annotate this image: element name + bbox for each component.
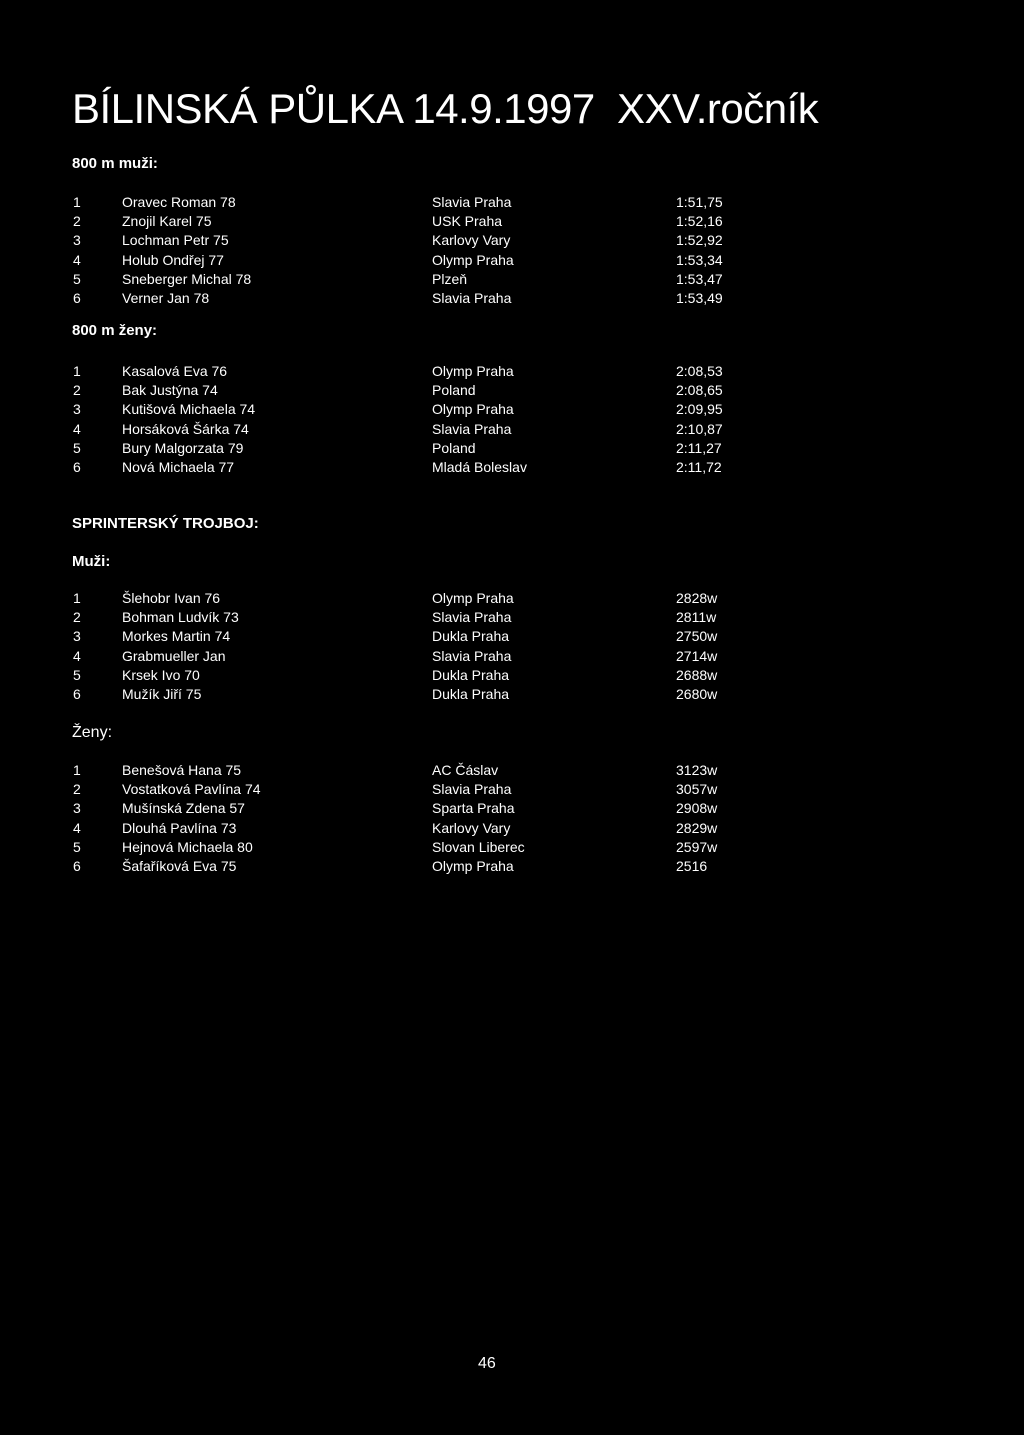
athlete-name-cell: Dlouhá Pavlína 73 bbox=[122, 819, 237, 836]
section-heading-800m-men: 800 m muži: bbox=[72, 155, 158, 172]
athlete-name-cell: Bak Justýna 74 bbox=[122, 382, 218, 399]
club-cell: AC Čáslav bbox=[432, 762, 499, 778]
athlete-name-cell: Bury Malgorzata 79 bbox=[122, 439, 244, 456]
athlete-name-cell: Mužík Jiří 75 bbox=[122, 685, 202, 702]
athlete-name-cell: Nová Michaela 77 bbox=[122, 458, 235, 475]
result-cell: 2:09,95 bbox=[676, 401, 723, 418]
table-row bbox=[0, 799, 1024, 818]
club-cell: Olymp Praha bbox=[432, 401, 514, 418]
club-cell: Olymp Praha bbox=[432, 251, 514, 268]
club-cell: Slavia Praha bbox=[432, 647, 512, 664]
athlete-name-cell: Krsek Ivo 70 bbox=[122, 666, 200, 683]
table-row bbox=[0, 400, 1024, 419]
result-cell: 2829w bbox=[676, 819, 718, 836]
section-heading-sprint-men: Muži: bbox=[72, 553, 111, 570]
result-cell: 2714w bbox=[676, 647, 718, 664]
section-heading-800m-women: 800 m ženy: bbox=[72, 322, 158, 339]
result-cell: 3057w bbox=[676, 781, 718, 798]
table-row bbox=[0, 608, 1024, 627]
rank-cell: 6 bbox=[73, 857, 81, 874]
athlete-name-cell: Kutišová Michaela 74 bbox=[122, 401, 256, 418]
rank-cell: 2 bbox=[73, 609, 81, 626]
athlete-name-cell: Znojil Karel 75 bbox=[122, 213, 212, 230]
result-cell: 2597w bbox=[676, 838, 718, 855]
athlete-name-cell: Hejnová Michaela 80 bbox=[122, 838, 253, 855]
page-title: BÍLINSKÁ PŮLKA 14.9.1997 XXV.ročník bbox=[72, 85, 819, 132]
rank-cell: 6 bbox=[73, 289, 81, 306]
section-heading-sprint-women: Ženy: bbox=[72, 724, 113, 741]
athlete-name-cell: Horsáková Šárka 74 bbox=[122, 420, 249, 437]
club-cell: Poland bbox=[432, 382, 476, 399]
rank-cell: 4 bbox=[73, 251, 81, 268]
section-heading-sprint-triathlon: SPRINTERSKÝ TROJBOJ: bbox=[72, 515, 259, 532]
table-row bbox=[0, 458, 1024, 477]
result-cell: 2680w bbox=[676, 685, 718, 702]
rank-cell: 1 bbox=[73, 590, 81, 606]
result-cell: 2:10,87 bbox=[676, 420, 723, 437]
table-row bbox=[0, 439, 1024, 458]
result-cell: 2688w bbox=[676, 666, 718, 683]
table-row bbox=[0, 666, 1024, 685]
club-cell: Olymp Praha bbox=[432, 590, 514, 606]
club-cell: Olymp Praha bbox=[432, 857, 514, 874]
rank-cell: 4 bbox=[73, 420, 81, 437]
table-row bbox=[0, 627, 1024, 646]
rank-cell: 2 bbox=[73, 213, 81, 230]
athlete-name-cell: Sneberger Michal 78 bbox=[122, 270, 252, 287]
result-cell: 2:08,53 bbox=[676, 363, 723, 379]
table-row bbox=[0, 381, 1024, 400]
rank-cell: 6 bbox=[73, 458, 81, 475]
table-row bbox=[0, 685, 1024, 704]
result-cell: 2811w bbox=[676, 609, 717, 626]
result-cell: 2:08,65 bbox=[676, 382, 723, 399]
athlete-name-cell: Grabmueller Jan bbox=[122, 647, 226, 664]
rank-cell: 4 bbox=[73, 647, 81, 664]
club-cell: Dukla Praha bbox=[432, 628, 510, 645]
club-cell: Slavia Praha bbox=[432, 420, 512, 437]
club-cell: Slavia Praha bbox=[432, 781, 512, 798]
club-cell: Karlovy Vary bbox=[432, 819, 511, 836]
club-cell: Dukla Praha bbox=[432, 685, 510, 702]
result-cell: 3123w bbox=[676, 762, 718, 778]
rank-cell: 5 bbox=[73, 838, 81, 855]
rank-cell: 2 bbox=[73, 382, 81, 399]
athlete-name-cell: Kasalová Eva 76 bbox=[122, 363, 228, 379]
table-row bbox=[0, 589, 1024, 608]
table-row bbox=[0, 780, 1024, 799]
table-row bbox=[0, 819, 1024, 838]
table-row bbox=[0, 362, 1024, 381]
athlete-name-cell: Lochman Petr 75 bbox=[122, 232, 229, 249]
rank-cell: 1 bbox=[73, 194, 81, 210]
result-cell: 2:11,72 bbox=[676, 458, 722, 475]
club-cell: Slovan Liberec bbox=[432, 838, 525, 855]
result-cell: 2908w bbox=[676, 800, 718, 817]
result-cell: 1:51,75 bbox=[676, 194, 723, 210]
rank-cell: 5 bbox=[73, 666, 81, 683]
athlete-name-cell: Bohman Ludvík 73 bbox=[122, 609, 239, 626]
result-cell: 1:53,47 bbox=[676, 270, 723, 287]
table-row bbox=[0, 270, 1024, 289]
club-cell: Dukla Praha bbox=[432, 666, 510, 683]
rank-cell: 3 bbox=[73, 401, 81, 418]
results-table-800m-men bbox=[0, 193, 1024, 308]
athlete-name-cell: Morkes Martin 74 bbox=[122, 628, 231, 645]
result-cell: 1:53,49 bbox=[676, 289, 723, 306]
rank-cell: 5 bbox=[73, 270, 81, 287]
table-row bbox=[0, 212, 1024, 231]
table-row bbox=[0, 231, 1024, 250]
rank-cell: 3 bbox=[73, 800, 81, 817]
rank-cell: 4 bbox=[73, 819, 81, 836]
rank-cell: 3 bbox=[73, 628, 81, 645]
table-row bbox=[0, 420, 1024, 439]
table-row bbox=[0, 647, 1024, 666]
result-cell: 1:53,34 bbox=[676, 251, 723, 268]
club-cell: Olymp Praha bbox=[432, 363, 514, 379]
results-table-sprint-women bbox=[0, 761, 1024, 876]
rank-cell: 5 bbox=[73, 439, 81, 456]
club-cell: Karlovy Vary bbox=[432, 232, 511, 249]
result-cell: 2828w bbox=[676, 590, 718, 606]
rank-cell: 2 bbox=[73, 781, 81, 798]
athlete-name-cell: Oravec Roman 78 bbox=[122, 194, 236, 210]
table-row bbox=[0, 857, 1024, 876]
table-row bbox=[0, 761, 1024, 780]
club-cell: Poland bbox=[432, 439, 476, 456]
club-cell: Plzeň bbox=[432, 270, 468, 287]
result-cell: 2:11,27 bbox=[676, 439, 722, 456]
athlete-name-cell: Šafaříková Eva 75 bbox=[122, 857, 237, 874]
results-table-sprint-men bbox=[0, 589, 1024, 704]
result-cell: 1:52,92 bbox=[676, 232, 723, 249]
rank-cell: 6 bbox=[73, 685, 81, 702]
athlete-name-cell: Benešová Hana 75 bbox=[122, 762, 242, 778]
club-cell: Slavia Praha bbox=[432, 609, 512, 626]
rank-cell: 1 bbox=[73, 762, 81, 778]
club-cell: Mladá Boleslav bbox=[432, 458, 527, 475]
athlete-name-cell: Vostatková Pavlína 74 bbox=[122, 781, 261, 798]
rank-cell: 3 bbox=[73, 232, 81, 249]
athlete-name-cell: Verner Jan 78 bbox=[122, 289, 210, 306]
table-row bbox=[0, 193, 1024, 212]
athlete-name-cell: Holub Ondřej 77 bbox=[122, 251, 224, 268]
table-row bbox=[0, 838, 1024, 857]
athlete-name-cell: Šlehobr Ivan 76 bbox=[122, 590, 221, 606]
table-row bbox=[0, 251, 1024, 270]
club-cell: Sparta Praha bbox=[432, 800, 515, 817]
athlete-name-cell: Mušínská Zdena 57 bbox=[122, 800, 245, 817]
results-table-800m-women bbox=[0, 362, 1024, 477]
club-cell: USK Praha bbox=[432, 213, 503, 230]
result-cell: 2750w bbox=[676, 628, 718, 645]
table-row bbox=[0, 289, 1024, 308]
result-cell: 2516 bbox=[676, 857, 708, 874]
club-cell: Slavia Praha bbox=[432, 289, 512, 306]
rank-cell: 1 bbox=[73, 363, 81, 379]
result-cell: 1:52,16 bbox=[676, 213, 723, 230]
page-number: 46 bbox=[478, 1355, 496, 1372]
club-cell: Slavia Praha bbox=[432, 194, 512, 210]
